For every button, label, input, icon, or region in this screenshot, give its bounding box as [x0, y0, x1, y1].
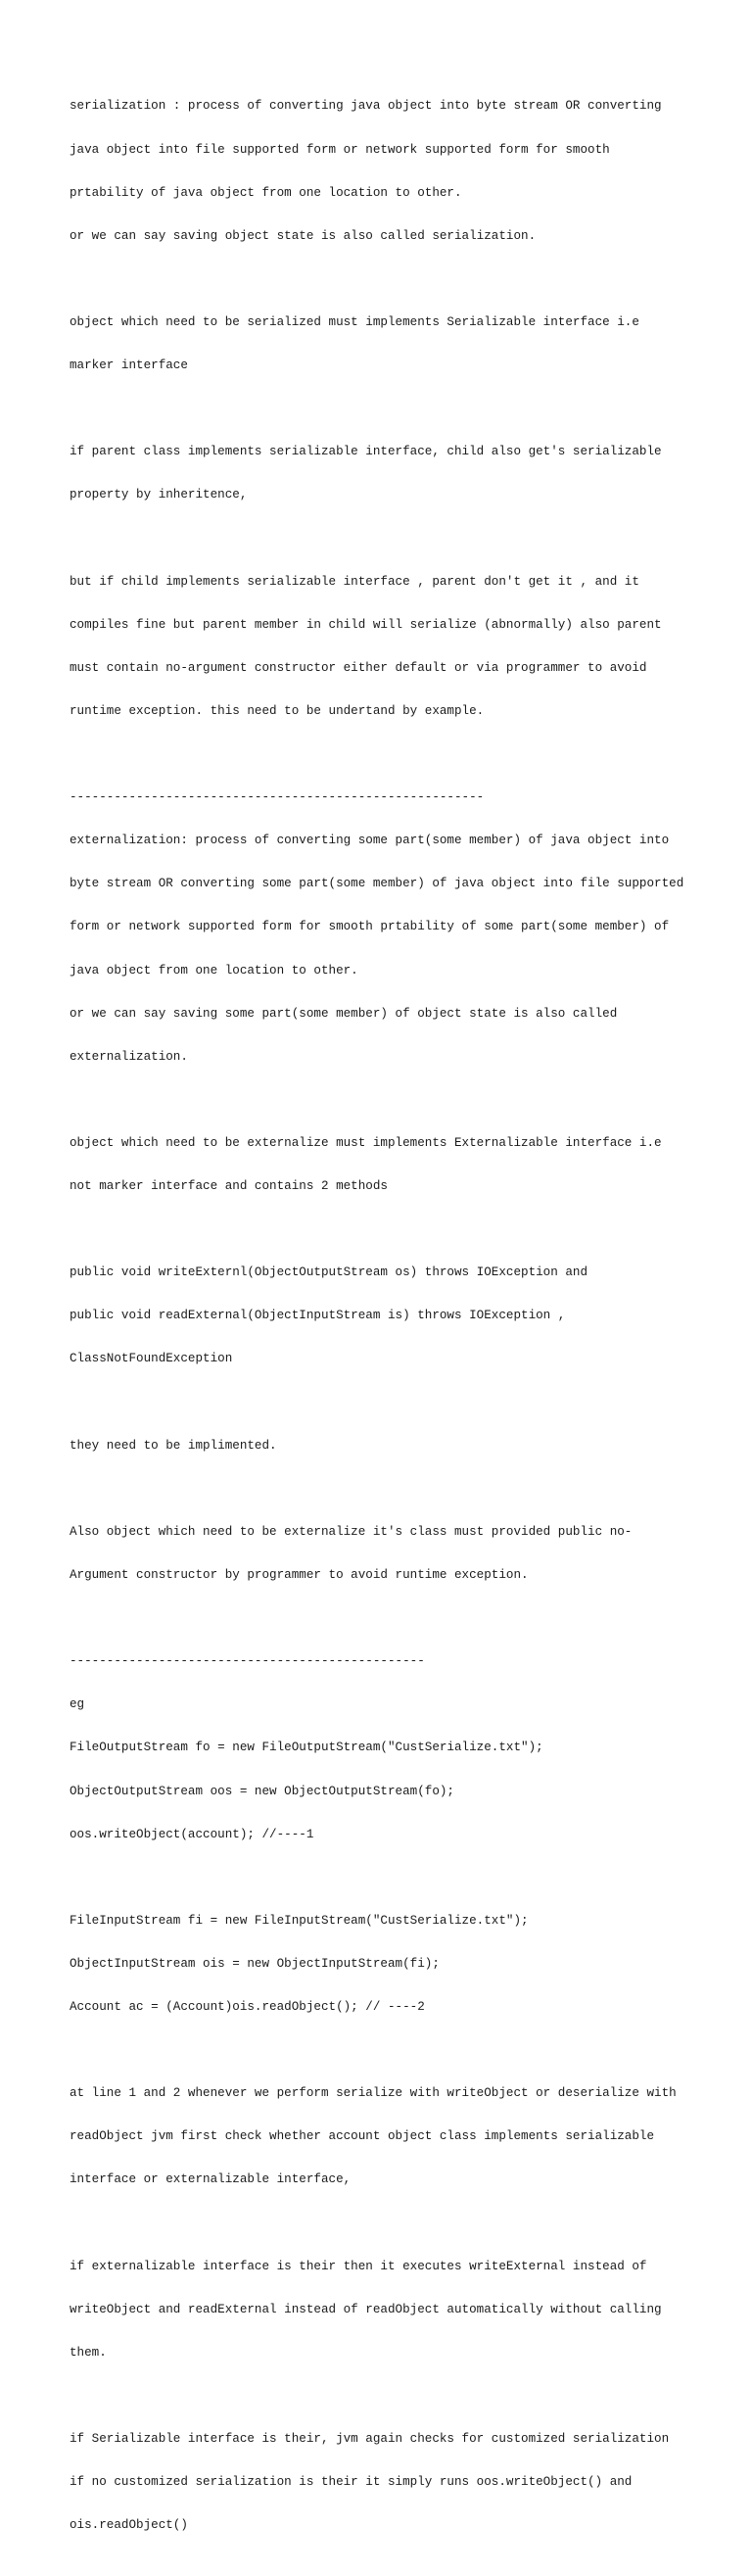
- text-line: at line 1 and 2 whenever we perform serialize with writeObject or deserialize with: [70, 2086, 677, 2101]
- text-line: externalization.: [70, 1049, 188, 1064]
- code-line: oos.writeObject(account); //----1: [70, 1827, 314, 1841]
- text-line: ois.readObject(): [70, 2518, 188, 2533]
- text-line: object which need to be serialized must implements Serializable interface i.e: [70, 314, 639, 329]
- paragraph-externalizable-behavior: [70, 2230, 696, 2389]
- paragraph-implemented-note: [70, 1409, 696, 1482]
- text-line: form or network supported form for smooth prtability of some part(some member) of: [70, 920, 670, 934]
- code-line: FileOutputStream fo = new FileOutputStream("CustSerialize.txt");: [70, 1741, 543, 1755]
- separator-line: --------------------------------------------------------: [70, 790, 485, 805]
- paragraph-serializable-marker: [70, 287, 696, 403]
- code-line: ObjectInputStream ois = new ObjectInputStream(fi);: [70, 1956, 440, 1971]
- code-line: public void writeExternl(ObjectOutputStream os) throws IOException and: [70, 1265, 588, 1280]
- code-line: ClassNotFoundException: [70, 1352, 233, 1366]
- paragraph-jvm-check: [70, 2058, 696, 2217]
- text-line: if no customized serialization is their it simply runs oos.writeObject() and: [70, 2475, 633, 2490]
- text-line: java object into file supported form or network supported form for smooth: [70, 142, 610, 157]
- text-line: not marker interface and contains 2 methods: [70, 1179, 388, 1194]
- paragraph-serialization-definition: [70, 71, 696, 272]
- text-line: they need to be implimented.: [70, 1438, 277, 1453]
- code-line: ObjectOutputStream oos = new ObjectOutputStream(fo);: [70, 1784, 454, 1798]
- paragraph-constructor-note: [70, 1496, 696, 1611]
- text-line: Argument constructor by programmer to avoid runtime exception.: [70, 1568, 529, 1582]
- paragraph-parent-inheritance: [70, 416, 696, 532]
- text-line: or we can say saving object state is also called serialization.: [70, 228, 537, 243]
- text-line: serialization : process of converting java object into byte stream OR converting: [70, 99, 662, 114]
- text-line: prtability of java object from one location to other.: [70, 185, 462, 200]
- text-line: Also object which need to be externalize it's class must provided public no-: [70, 1524, 633, 1539]
- code-line: FileInputStream fi = new FileInputStream("CustSerialize.txt");: [70, 1913, 529, 1928]
- text-line: if parent class implements serializable interface, child also get's serializable: [70, 445, 662, 459]
- text-line: but if child implements serializable interface , parent don't get it , and it: [70, 574, 639, 589]
- text-line: byte stream OR converting some part(some member) of java object into file supported: [70, 877, 684, 891]
- paragraph-externalization-definition: [70, 762, 696, 1093]
- document-page: [70, 71, 696, 2576]
- paragraph-externalizable-interface: [70, 1108, 696, 1223]
- paragraph-method-signatures: [70, 1237, 696, 1396]
- text-line: them.: [70, 2345, 107, 2360]
- text-line: java object from one location to other.: [70, 963, 358, 978]
- paragraph-serializable-behavior: [70, 2404, 696, 2562]
- text-line: object which need to be externalize must implements Externalizable interface i.e: [70, 1135, 662, 1150]
- paragraph-example-read: [70, 1884, 696, 2043]
- text-line: externalization: process of converting some part(some member) of java object into: [70, 834, 670, 848]
- text-line: interface or externalizable interface,: [70, 2172, 352, 2187]
- text-line: if externalizable interface is their then it executes writeExternal instead of: [70, 2259, 647, 2273]
- text-line: marker interface: [70, 358, 188, 373]
- text-line: eg: [70, 1697, 85, 1712]
- code-line: Account ac = (Account)ois.readObject(); // ----2: [70, 2000, 425, 2015]
- text-line: runtime exception. this need to be undertand by example.: [70, 703, 485, 718]
- paragraph-child-serializable: [70, 546, 696, 747]
- text-line: compiles fine but parent member in child will serialize (abnormally) also parent: [70, 617, 662, 632]
- code-line: public void readExternal(ObjectInputStream is) throws IOException ,: [70, 1309, 566, 1323]
- text-line: must contain no-argument constructor either default or via programmer to avoid: [70, 660, 647, 675]
- paragraph-example-write: [70, 1626, 696, 1871]
- text-line: readObject jvm first check whether account object class implements serializable: [70, 2129, 655, 2144]
- text-line: or we can say saving some part(some member) of object state is also called: [70, 1006, 618, 1021]
- text-line: property by inheritence,: [70, 488, 248, 502]
- separator-line: ------------------------------------------------: [70, 1654, 425, 1669]
- text-line: writeObject and readExternal instead of readObject automatically without calling: [70, 2302, 662, 2316]
- text-line: if Serializable interface is their, jvm again checks for customized serialization: [70, 2432, 670, 2447]
